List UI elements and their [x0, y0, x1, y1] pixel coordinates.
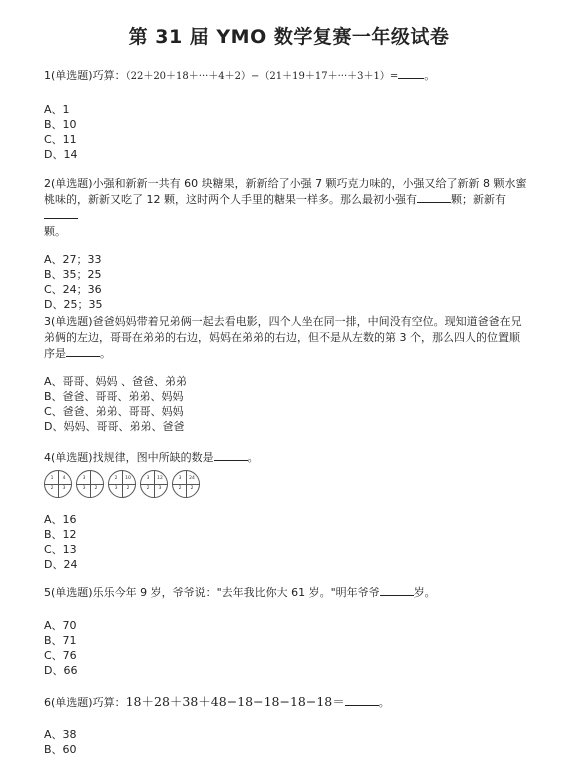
option-b: B、爸爸、哥哥、弟弟、妈妈 [44, 390, 184, 403]
answer-blank [44, 208, 78, 219]
circle-number: 3 [178, 476, 182, 481]
question-2 [44, 176, 538, 312]
circle-number: 2 [114, 476, 118, 481]
option-d: D、24 [44, 558, 78, 571]
circle-number: 3 [158, 486, 162, 491]
answer-blank [380, 585, 414, 596]
option-b: B、10 [44, 118, 77, 131]
question-3-line-2: 弟俩的左边，哥哥在弟弟的右边，妈妈在弟弟的右边，但不是从左数的第 3 个，那么四人的位置顺 [44, 331, 520, 344]
page-title: 第 31 届 YMO 数学复赛一年级试卷 [128, 26, 450, 48]
question-2-line-1: 2(单选题)小强和新新一共有 60 块糖果，新新给了小强 7 颗巧克力味的，小强又给了新新 8 颗水蜜 [44, 177, 527, 190]
option-a: A、27；33 [44, 253, 102, 266]
option-c: C、爸爸、弟弟、哥哥、妈妈 [44, 405, 184, 418]
question-5-text: 5(单选题)乐乐今年 9 岁，爷爷说："去年我比你大 61 岁。"明年爷爷 [44, 586, 380, 599]
circle-number: 3 [62, 486, 66, 491]
circle-number: 10 [125, 476, 131, 481]
option-a: A、16 [44, 513, 77, 526]
option-d: D、66 [44, 664, 78, 677]
option-c: C、24；36 [44, 283, 102, 296]
question-1-prefix: 1(单选题)巧算： [44, 69, 126, 82]
answer-blank [66, 346, 100, 357]
question-3-line-3-text: 序是 [44, 347, 66, 360]
option-a: A、38 [44, 728, 77, 741]
circle-number: 1 [50, 476, 54, 481]
question-4-text: 4(单选题)找规律，图中所缺的数是 [44, 451, 214, 464]
question-6-suffix: 。 [378, 696, 390, 709]
question-1-expression: （22＋20＋18＋···＋4＋2）−（21＋19＋17＋···＋3＋1）= [125, 71, 399, 82]
circle-number: 24 [189, 476, 195, 481]
answer-blank [417, 192, 451, 203]
question-3 [44, 314, 538, 434]
circle-number: 2 [190, 486, 194, 491]
option-a: A、1 [44, 103, 70, 116]
question-5-options [44, 618, 538, 678]
question-5-stem [44, 585, 538, 601]
pattern-circle [76, 470, 104, 498]
question-4-options [44, 512, 538, 572]
option-c: C、13 [44, 543, 77, 556]
question-5 [44, 585, 538, 678]
pattern-circle [140, 470, 168, 498]
question-2-line-2 [44, 192, 538, 224]
circle-number: 3 [146, 476, 150, 481]
option-c: C、11 [44, 133, 77, 146]
pattern-circle [44, 470, 72, 498]
answer-blank [345, 695, 379, 706]
question-3-line-3 [44, 346, 538, 362]
option-b: B、35；25 [44, 268, 102, 281]
question-6-options [44, 727, 538, 757]
pattern-circle [108, 470, 136, 498]
circle-number: 12 [157, 476, 163, 481]
pattern-circle [172, 470, 200, 498]
question-3-line-1: 3(单选题)爸爸妈妈带着兄弟俩一起去看电影，四个人坐在同一排，中间没有空位。现知道爸爸在兄 [44, 315, 522, 328]
circle-number: 2 [126, 486, 130, 491]
option-a: A、哥哥、妈妈 、爸爸、弟弟 [44, 375, 188, 388]
circle-number: 3 [82, 486, 86, 491]
question-1 [44, 68, 538, 162]
question-1-suffix: 。 [424, 69, 436, 82]
circle-number: 2 [146, 486, 150, 491]
question-3-suffix: 。 [100, 347, 111, 360]
question-2-line-2-text: 桃味的，新新又吃了 12 颗，这时两个人手里的糖果一样多。那么最初小强有 [44, 193, 417, 206]
question-1-stem [44, 68, 538, 85]
circle-number: 2 [50, 486, 54, 491]
option-b: B、60 [44, 743, 77, 756]
answer-blank [398, 68, 424, 79]
pattern-figure [44, 470, 538, 498]
circle-number: 2 [178, 486, 182, 491]
question-2-line-3: 颗。 [44, 225, 66, 238]
circle-number: 3 [82, 476, 86, 481]
question-6-prefix: 6(单选题)巧算： [44, 696, 126, 709]
question-1-options [44, 102, 538, 162]
circle-number: 4 [62, 476, 66, 481]
question-3-options [44, 374, 538, 434]
option-b: B、12 [44, 528, 77, 541]
question-2-line-2-text-b: 颗；新新有 [451, 193, 506, 206]
question-4 [44, 450, 538, 572]
circle-number: 3 [114, 486, 118, 491]
question-6 [44, 694, 538, 757]
option-d: D、14 [44, 148, 78, 161]
question-6-expression: 18＋28＋38＋48−18−18−18−18＝ [125, 694, 345, 709]
option-a: A、70 [44, 619, 77, 632]
question-6-stem [44, 694, 538, 711]
question-4-stem [44, 450, 538, 466]
option-d: D、妈妈、哥哥、弟弟、爸爸 [44, 420, 185, 433]
question-2-options [44, 252, 538, 312]
circle-number: 2 [94, 486, 98, 491]
option-d: D、25；35 [44, 298, 103, 311]
question-4-suffix: 。 [247, 451, 259, 464]
option-b: B、71 [44, 634, 77, 647]
answer-blank [214, 450, 248, 461]
option-c: C、76 [44, 649, 77, 662]
question-5-suffix: 岁。 [413, 586, 436, 599]
